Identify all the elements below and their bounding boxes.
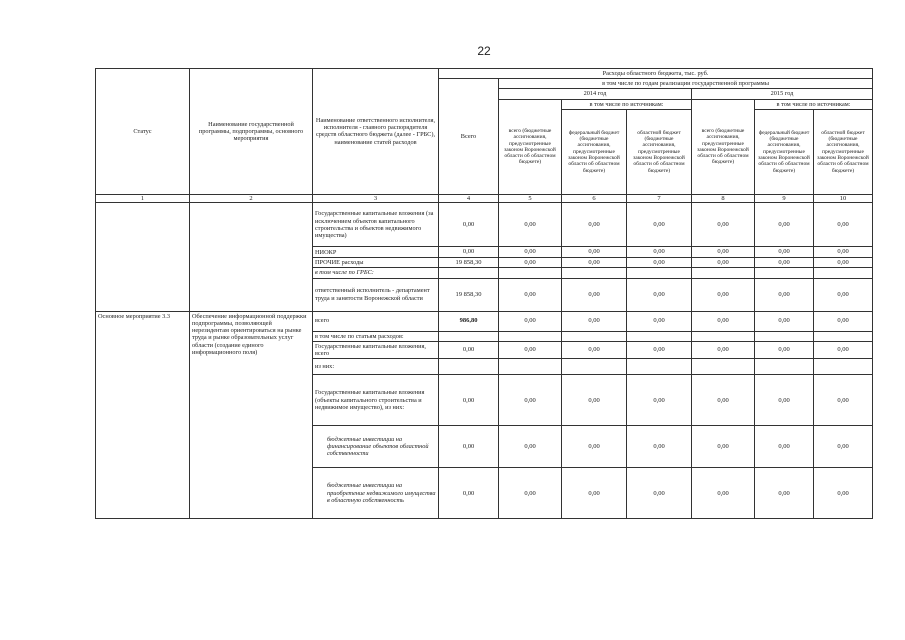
row-value bbox=[692, 359, 755, 375]
row-value bbox=[814, 359, 873, 375]
row-value: 0,00 bbox=[692, 311, 755, 331]
row-value bbox=[692, 268, 755, 278]
row-value: 0,00 bbox=[692, 468, 755, 519]
row-value: 0,00 bbox=[814, 257, 873, 267]
row-value: 0,00 bbox=[755, 257, 814, 267]
row-value bbox=[692, 331, 755, 341]
row-value: 0,00 bbox=[692, 203, 755, 247]
row-value: 0,00 bbox=[627, 341, 692, 358]
header-col10: областной бюджет (бюджетные ассигнования, предусмотренные законом Воронежской области об областном бюджете) bbox=[814, 109, 873, 194]
row-value bbox=[755, 331, 814, 341]
row-value bbox=[499, 359, 562, 375]
row-value: 0,00 bbox=[755, 375, 814, 426]
row-value: 0,00 bbox=[562, 203, 627, 247]
row-value bbox=[755, 268, 814, 278]
row-value bbox=[627, 331, 692, 341]
column-index: 10 bbox=[814, 194, 873, 202]
measure-status: Основное мероприятие 3.3 bbox=[96, 311, 190, 519]
row-value: 0,00 bbox=[814, 426, 873, 468]
row-value: 0,00 bbox=[439, 426, 499, 468]
row-value: 986,80 bbox=[439, 311, 499, 331]
row-value: 0,00 bbox=[692, 375, 755, 426]
header-col5: всего (бюджетные ассигнования, предусмотренные законом Воронежской области об областном бюджете) bbox=[499, 99, 562, 194]
row-value: 0,00 bbox=[755, 278, 814, 311]
row-value: 0,00 bbox=[439, 375, 499, 426]
row-value: 0,00 bbox=[562, 247, 627, 257]
row-value: 0,00 bbox=[439, 341, 499, 358]
row-value: 0,00 bbox=[562, 375, 627, 426]
row-label: ответственный исполнитель - департамент труда и занятости Воронежской области bbox=[313, 278, 439, 311]
header-year-2014: 2014 год bbox=[499, 89, 692, 99]
row-value: 0,00 bbox=[814, 247, 873, 257]
row-value: 0,00 bbox=[627, 203, 692, 247]
row-value: 0,00 bbox=[627, 278, 692, 311]
row-value: 0,00 bbox=[627, 311, 692, 331]
row-value: 0,00 bbox=[755, 426, 814, 468]
row-value: 19 858,30 bbox=[439, 278, 499, 311]
column-index: 2 bbox=[190, 194, 313, 202]
column-index: 5 bbox=[499, 194, 562, 202]
header-total: Всего bbox=[439, 79, 499, 195]
row-label: Государственные капитальные вложения (объекты капитального строительства и недвижимое имущество), из них: bbox=[313, 375, 439, 426]
row-value: 0,00 bbox=[499, 247, 562, 257]
row-label: Государственные капитальные вложения, всего bbox=[313, 341, 439, 358]
table-row bbox=[96, 203, 873, 247]
row-value: 0,00 bbox=[499, 341, 562, 358]
header-expenses: Расходы областного бюджета, тыс. руб. bbox=[439, 69, 873, 79]
row-value: 0,00 bbox=[755, 247, 814, 257]
row-label: бюджетные инвестиции на финансирование объектов областной собственности bbox=[313, 426, 439, 468]
header-col6: федеральный бюджет (бюджетные ассигнования, предусмотренные законом Воронежской области об областном бюджете) bbox=[562, 109, 627, 194]
page-number: 22 bbox=[477, 44, 491, 58]
row-value bbox=[627, 359, 692, 375]
row-value: 0,00 bbox=[814, 468, 873, 519]
row-label: Государственные капитальные вложения (за исключением объектов капитального строительства и объектов недвижимого имущества) bbox=[313, 203, 439, 247]
row-value bbox=[627, 268, 692, 278]
header-by-year: в том числе по годам реализации государственной программы bbox=[499, 79, 873, 89]
row-value: 0,00 bbox=[755, 311, 814, 331]
row-value: 0,00 bbox=[499, 311, 562, 331]
header-col8: всего (бюджетные ассигнования, предусмотренные законом Воронежской области об областном бюджете) bbox=[692, 99, 755, 194]
row-value bbox=[439, 331, 499, 341]
row-value: 0,00 bbox=[814, 311, 873, 331]
status-cell-empty bbox=[96, 203, 190, 311]
row-value bbox=[562, 268, 627, 278]
row-value bbox=[499, 268, 562, 278]
row-value: 0,00 bbox=[692, 257, 755, 267]
row-value: 0,00 bbox=[692, 278, 755, 311]
row-value: 0,00 bbox=[562, 426, 627, 468]
row-value: 0,00 bbox=[755, 468, 814, 519]
row-value bbox=[814, 268, 873, 278]
row-label: бюджетные инвестиции на приобретение недвижимого имущества в областную собственность bbox=[313, 468, 439, 519]
column-index: 6 bbox=[562, 194, 627, 202]
header-col7: областной бюджет (бюджетные ассигнования, предусмотренные законом Воронежской области об областном бюджете) bbox=[627, 109, 692, 194]
row-value: 0,00 bbox=[692, 247, 755, 257]
header-program: Наименование государственной программы, подпрограммы, основного мероприятия bbox=[190, 69, 313, 195]
column-index: 7 bbox=[627, 194, 692, 202]
row-label: в том числе по ГРБС: bbox=[313, 268, 439, 278]
row-value: 0,00 bbox=[499, 278, 562, 311]
header-year-2015: 2015 год bbox=[692, 89, 873, 99]
row-value: 0,00 bbox=[814, 341, 873, 358]
column-index: 8 bbox=[692, 194, 755, 202]
row-value: 0,00 bbox=[439, 247, 499, 257]
row-value bbox=[562, 331, 627, 341]
row-label: НИОКР bbox=[313, 247, 439, 257]
row-value: 0,00 bbox=[499, 468, 562, 519]
row-value: 0,00 bbox=[814, 203, 873, 247]
column-index-row bbox=[96, 194, 873, 202]
row-value: 0,00 bbox=[499, 375, 562, 426]
row-value: 0,00 bbox=[562, 257, 627, 267]
header-sources-2015: в том числе по источникам: bbox=[755, 99, 873, 109]
row-label: ПРОЧИЕ расходы bbox=[313, 257, 439, 267]
row-value bbox=[439, 359, 499, 375]
row-value: 0,00 bbox=[499, 203, 562, 247]
row-value: 0,00 bbox=[562, 311, 627, 331]
row-value: 0,00 bbox=[627, 468, 692, 519]
row-value: 0,00 bbox=[755, 341, 814, 358]
header-executor: Наименование ответственного исполнителя, исполнителя - главного распорядителя средств областного бюджета (далее - ГРБС), наименование статей расходов bbox=[313, 69, 439, 195]
row-value: 0,00 bbox=[499, 426, 562, 468]
row-label: всего bbox=[313, 311, 439, 331]
row-value: 0,00 bbox=[627, 426, 692, 468]
measure-name: Обеспечение информационной поддержки подпрограммы, позволяющей нерезидентам ориентироваться на рынке труда и рынке образовательных услуг области (создание единого информационного поля) bbox=[190, 311, 313, 519]
column-index: 1 bbox=[96, 194, 190, 202]
header-col9: федеральный бюджет (бюджетные ассигнования, предусмотренные законом Воронежской области об областном бюджете) bbox=[755, 109, 814, 194]
row-value: 0,00 bbox=[627, 247, 692, 257]
column-index: 3 bbox=[313, 194, 439, 202]
row-value: 0,00 bbox=[692, 426, 755, 468]
row-value bbox=[814, 331, 873, 341]
row-value: 0,00 bbox=[562, 278, 627, 311]
header-sources-2014: в том числе по источникам: bbox=[562, 99, 692, 109]
row-label: в том числе по статьям расходов: bbox=[313, 331, 439, 341]
row-value: 0,00 bbox=[627, 375, 692, 426]
row-value: 0,00 bbox=[562, 468, 627, 519]
row-value bbox=[755, 359, 814, 375]
row-value bbox=[562, 359, 627, 375]
row-value: 0,00 bbox=[692, 341, 755, 358]
column-index: 4 bbox=[439, 194, 499, 202]
row-value bbox=[499, 331, 562, 341]
row-value: 0,00 bbox=[814, 278, 873, 311]
row-value bbox=[439, 268, 499, 278]
row-value: 0,00 bbox=[814, 375, 873, 426]
row-value: 0,00 bbox=[499, 257, 562, 267]
header-status: Статус bbox=[96, 69, 190, 195]
row-value: 19 858,30 bbox=[439, 257, 499, 267]
table-row bbox=[96, 311, 873, 331]
row-label: из них: bbox=[313, 359, 439, 375]
row-value: 0,00 bbox=[627, 257, 692, 267]
budget-table bbox=[95, 68, 873, 519]
row-value: 0,00 bbox=[439, 203, 499, 247]
row-value: 0,00 bbox=[439, 468, 499, 519]
row-value: 0,00 bbox=[562, 341, 627, 358]
program-cell-empty bbox=[190, 203, 313, 311]
column-index: 9 bbox=[755, 194, 814, 202]
row-value: 0,00 bbox=[755, 203, 814, 247]
